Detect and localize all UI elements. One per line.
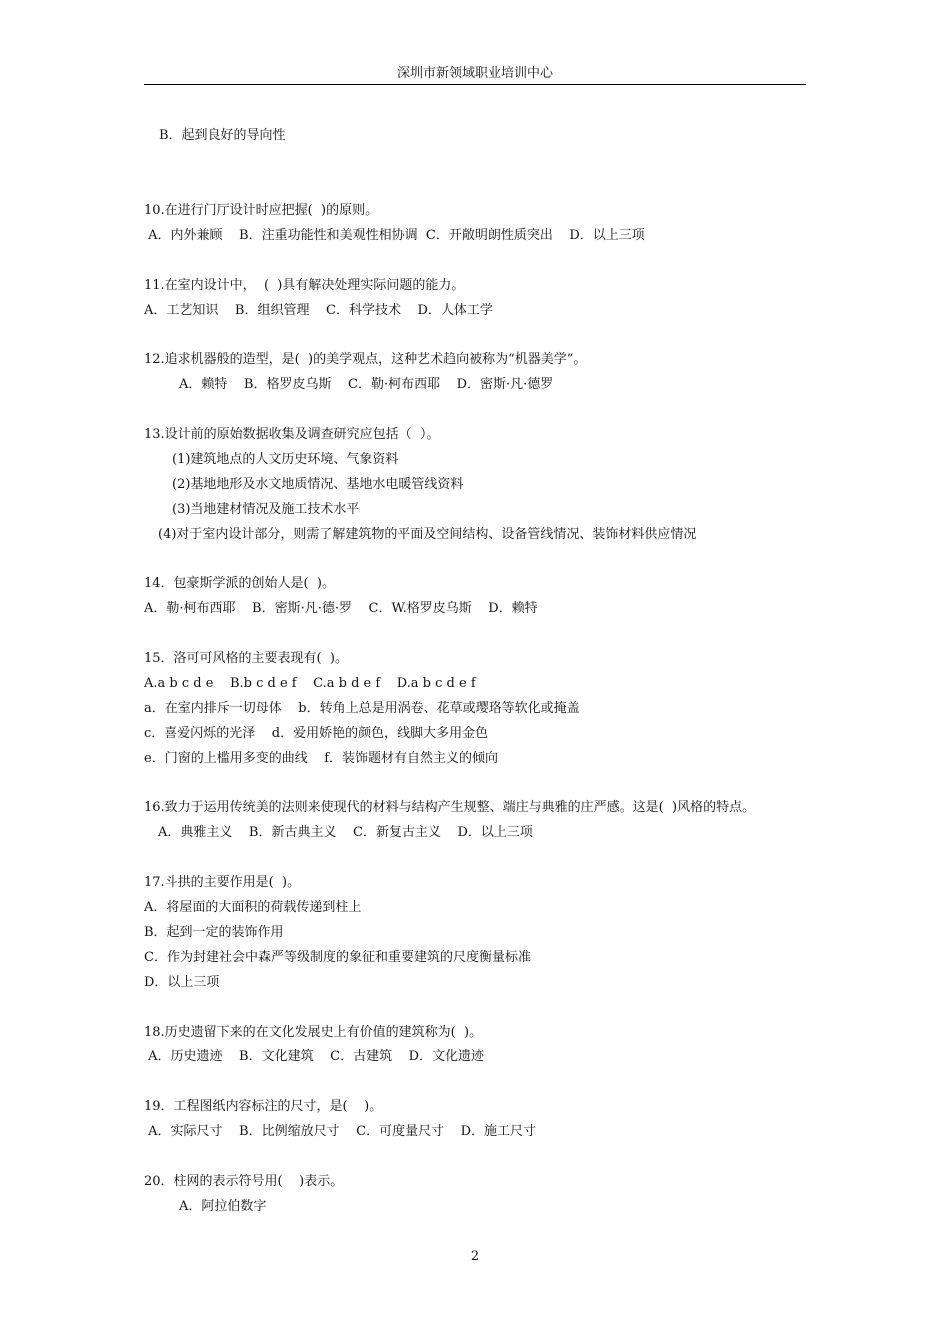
q15-item: a．在室内排斥一切母体 b．转角上总是用涡卷、花草或璎珞等软化或掩盖: [144, 701, 580, 716]
q19-options: A．实际尺寸 B．比例缩放尺寸 C．可度量尺寸 D．施工尺寸: [144, 1124, 537, 1139]
q20-stem: 20．柱网的表示符号用( )表示。: [144, 1174, 344, 1189]
q14-options: A．勒·柯布西耶 B．密斯·凡·德·罗 C．W.格罗皮乌斯 D．赖特: [144, 601, 538, 616]
q15-item: c．喜爱闪烁的光泽 d．爱用娇艳的颜色，线脚大多用金色: [144, 726, 489, 741]
q17-item: C．作为封建社会中森严等级制度的象征和重要建筑的尺度衡量标准: [144, 950, 531, 965]
q19-stem: 19．工程图纸内容标注的尺寸，是( )。: [144, 1099, 383, 1114]
q10-options: A．内外兼顾 B．注重功能性和美观性相协调 C．开敞明朗性质突出 D．以上三项: [144, 228, 645, 243]
q17-item: A．将屋面的大面积的荷载传递到柱上: [144, 900, 362, 915]
q18-stem: 18.历史遗留下来的在文化发展史上有价值的建筑称为( )。: [144, 1025, 483, 1040]
q13-item: (3)当地建材情况及施工技术水平: [172, 502, 360, 517]
page-header: 深圳市新领域职业培训中心: [396, 66, 553, 81]
q17-item: D．以上三项: [144, 975, 220, 990]
q15-item: e．门窗的上槛用多变的曲线 f．装饰题材有自然主义的倾向: [144, 751, 499, 766]
page-number: 2: [470, 1249, 480, 1264]
q11-stem: 11.在室内设计中， ( )具有解决处理实际问题的能力。: [144, 278, 465, 293]
q16-stem: 16.致力于运用传统美的法则来使现代的材料与结构产生规整、端庄与典雅的庄严感。这是( )风格的特点。: [144, 800, 756, 815]
q13-item: (2)基地地形及水文地质情况、基地水电暖管线资料: [172, 477, 464, 492]
q10-stem: 10.在进行门厅设计时应把握( )的原则。: [144, 203, 379, 218]
q15-options: A.a b c d e B.b c d e f C.a b d e f D.a b c d e f: [144, 676, 476, 691]
q15-stem: 15．洛可可风格的主要表现有( )。: [144, 651, 348, 666]
q16-options: A．典雅主义 B．新古典主义 C．新复古主义 D．以上三项: [158, 825, 533, 840]
q13-item: (4)对于室内设计部分，则需了解建筑物的平面及空间结构、设备管线情况、装饰材料供应情况: [158, 527, 697, 542]
q20-option-a: A．阿拉伯数字: [179, 1199, 267, 1214]
q13-item: (1)建筑地点的人文历史环境、气象资料: [172, 452, 399, 467]
q17-stem: 17.斗拱的主要作用是( )。: [144, 875, 301, 890]
q13-stem: 13.设计前的原始数据收集及调查研究应包括（ ）。: [144, 427, 440, 442]
header-rule: [144, 84, 806, 85]
q14-stem: 14．包豪斯学派的创始人是( )。: [144, 576, 335, 591]
q12-stem: 12.追求机器般的造型，是( )的美学观点，这种艺术趋向被称为“机器美学”。: [144, 352, 587, 367]
carryover-option-b: B．起到良好的导向性: [159, 128, 286, 143]
q12-options: A．赖特 B．格罗皮乌斯 C．勒·柯布西耶 D．密斯·凡·德罗: [179, 377, 554, 392]
q18-options: A．历史遗迹 B．文化建筑 C．古建筑 D．文化遗迹: [144, 1049, 485, 1064]
q11-options: A．工艺知识 B．组织管理 C．科学技术 D．人体工学: [144, 303, 493, 318]
q17-item: B．起到一定的装饰作用: [144, 925, 284, 940]
